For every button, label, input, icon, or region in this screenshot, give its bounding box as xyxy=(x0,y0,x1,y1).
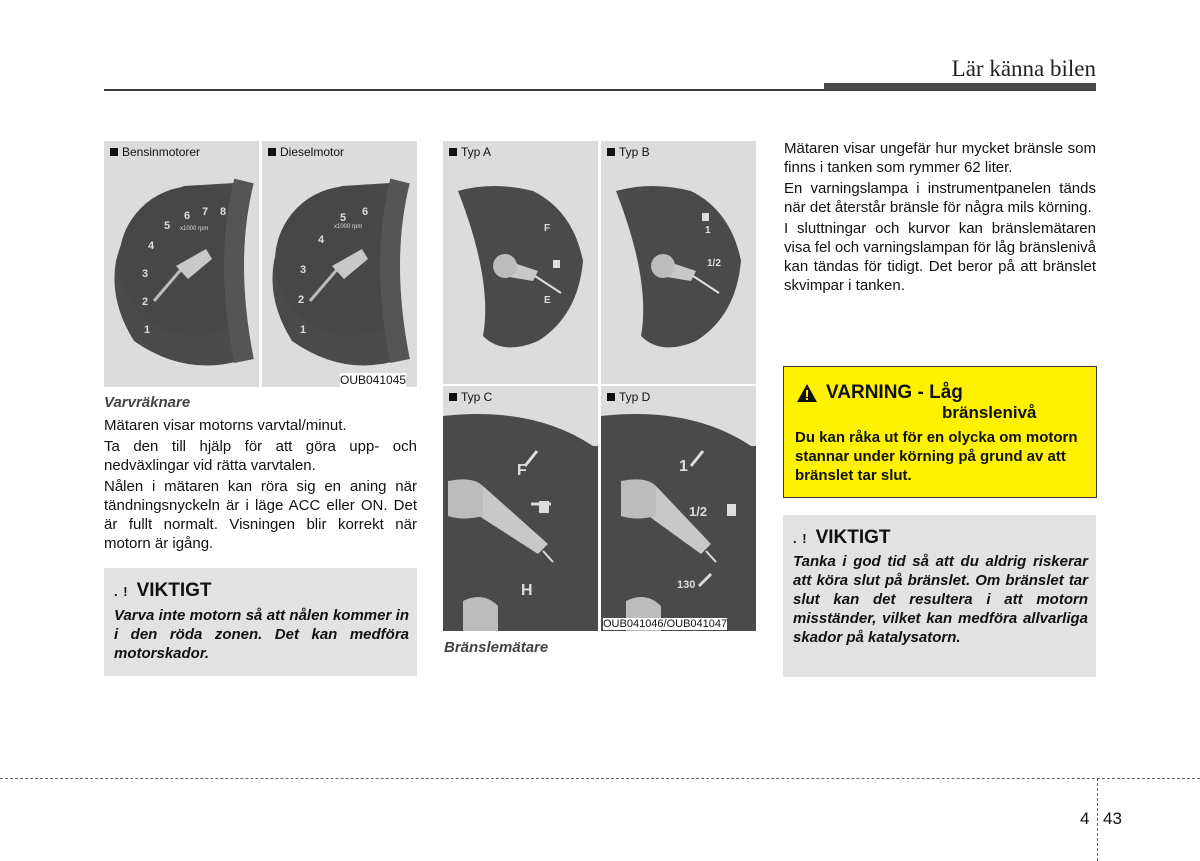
note-title xyxy=(114,580,212,602)
warning-body: Du kan råka ut för en olycka om motorn stannar under körning på grund av att bränslet tar slut. xyxy=(795,429,1078,484)
note-body: Varva inte motorn så att nålen kommer in i den röda zonen. Det kan medföra motorskador. xyxy=(114,607,409,662)
note-title-text: VIKTIGT xyxy=(136,580,212,601)
tachometer-figure xyxy=(104,141,417,388)
fuel-mark: 1 xyxy=(705,225,711,236)
fuel-mark: 130 xyxy=(677,579,696,591)
figure-caption: Varvräknare xyxy=(104,394,191,411)
page-number: 43 xyxy=(1103,809,1122,828)
fuel-gauge-type-b xyxy=(601,141,756,384)
fuel-gauge-panel-d xyxy=(601,386,756,631)
tick-label: 4 xyxy=(318,234,325,246)
running-title: Lär känna bilen xyxy=(951,56,1096,81)
body-text-left xyxy=(104,416,417,555)
footer-dashed-rule xyxy=(0,778,1200,779)
warning-title-line1: VARNING - Låg xyxy=(826,382,963,403)
tick-label: 7 xyxy=(202,206,209,218)
tick-label: 6 xyxy=(362,206,369,218)
tick-label: 4 xyxy=(148,240,155,252)
footer-dashed-divider xyxy=(1097,778,1098,861)
figure-label-type-a: Typ A xyxy=(449,145,491,159)
warning-title-line2: bränslenivå xyxy=(942,403,1037,422)
figure-label-type-b: Typ B xyxy=(607,145,650,159)
paragraph: I sluttningar och kurvor kan bränslemätaren visa fel och varningslampan för låg bränslenivå kan tändas för tidigt. Det beror på att bränslet skvimpar i tanken. xyxy=(784,220,1096,294)
note-title xyxy=(793,527,891,549)
header-rule-accent xyxy=(824,83,1096,90)
tick-label: 6 xyxy=(184,210,191,222)
tick-label: 8 xyxy=(220,206,227,218)
tick-label: 2 xyxy=(142,296,149,308)
gauge-unit: x1000 rpm xyxy=(180,226,209,232)
paragraph: En varningslampa i instrumentpanelen tänds när det återstår bränsle för några mils körning. xyxy=(784,180,1096,216)
petrol-gauge-panel xyxy=(104,141,259,387)
fuel-gauge-figure xyxy=(443,141,756,631)
paragraph: Ta den till hjälp för att göra upp- och nedväxlingar vid rätta varvtalen. xyxy=(104,438,417,474)
tick-label: 3 xyxy=(142,268,149,280)
fuel-gauge-panel-b xyxy=(601,141,756,384)
tick-label: 3 xyxy=(300,264,307,276)
tick-label: 1 xyxy=(144,324,151,336)
diesel-gauge-panel xyxy=(262,141,417,387)
fuel-gauge-type-a xyxy=(443,141,598,384)
important-note-left xyxy=(104,568,417,676)
fuel-pump-icon xyxy=(727,504,736,516)
fuel-mark: F xyxy=(544,223,551,234)
paragraph: Mätaren visar motorns varvtal/minut. xyxy=(104,417,347,434)
fuel-pump-icon xyxy=(553,260,560,268)
figure-label-type-c: Typ C xyxy=(449,390,492,404)
fuel-mark: 1 xyxy=(679,458,688,475)
warning-triangle-icon xyxy=(796,383,818,403)
fuel-gauge-panel-c xyxy=(443,386,598,631)
note-body: Tanka i god tid så att du aldrig riskerar att köra slut på bränslet. Om bränslet tar slut kan det resultera i att motorn misständer, vilket kan medföra allvarliga skador på katalysatorn. xyxy=(793,553,1088,646)
fuel-mark: 1/2 xyxy=(707,258,721,269)
paragraph: Mätaren visar ungefär hur mycket bränsle som finns i tanken som rymmer 62 liter. xyxy=(784,140,1096,176)
diesel-gauge-ticks xyxy=(282,196,392,346)
fuel-pump-icon xyxy=(702,213,709,221)
figure-label-diesel: Dieselmotor xyxy=(268,145,344,159)
petrol-gauge-ticks xyxy=(124,196,234,346)
fuel-mark: F xyxy=(517,462,527,479)
exclamation-icon: . ! xyxy=(793,530,808,546)
fuel-mark: E xyxy=(544,295,551,306)
body-text-right xyxy=(784,139,1096,297)
warning-box xyxy=(783,366,1097,498)
figure-code: OUB041045 xyxy=(340,373,407,387)
note-title-text: VIKTIGT xyxy=(815,527,891,548)
figure-label-petrol: Bensinmotorer xyxy=(110,145,200,159)
paragraph: Nålen i mätaren kan röra sig en aning när tändningsnyckeln är i läge ACC eller ON. Det är fullt normalt. Visningen blir korrekt när motorn är igång. xyxy=(104,478,417,552)
fuel-pump-icon xyxy=(539,501,549,513)
fuel-mark: H xyxy=(521,582,533,599)
figure-code: OUB041046/OUB041047 xyxy=(603,618,728,630)
important-note-right xyxy=(783,515,1096,677)
gauge-unit: x1000 rpm xyxy=(334,224,363,230)
chapter-number: 4 xyxy=(1080,809,1090,828)
fuel-gauge-panel-a xyxy=(443,141,598,384)
figure-label-type-d: Typ D xyxy=(607,390,650,404)
tick-label: 5 xyxy=(164,220,171,232)
tick-label: 2 xyxy=(298,294,305,306)
figure-caption: Bränslemätare xyxy=(444,639,549,656)
tick-label: 5 xyxy=(340,212,347,224)
exclamation-icon: . ! xyxy=(114,583,129,599)
fuel-mark: 1/2 xyxy=(689,504,708,519)
tick-label: 1 xyxy=(300,324,307,336)
